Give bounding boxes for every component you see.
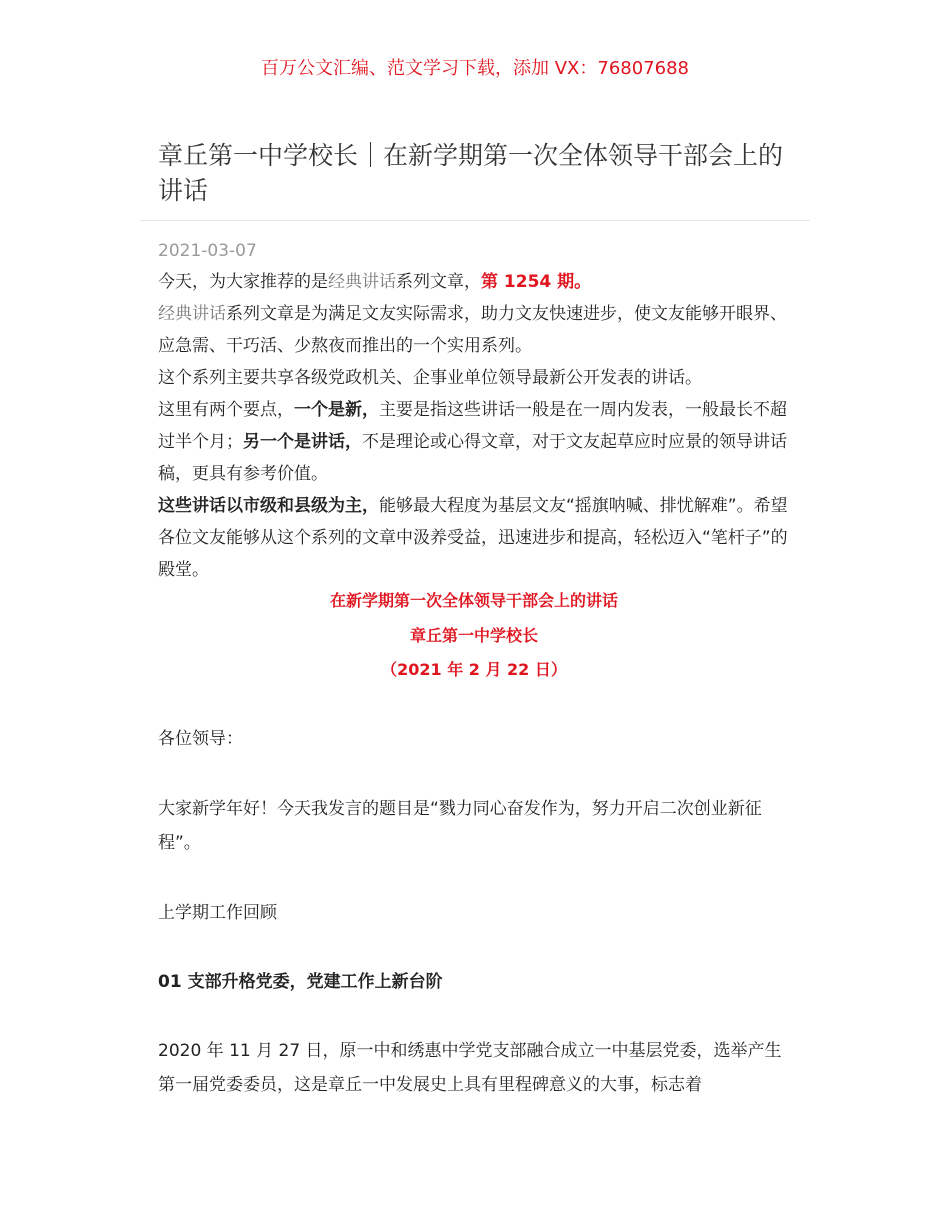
intro-emphasis: 另一个是讲话， (243, 432, 362, 452)
title-divider (140, 220, 810, 221)
intro-paragraph: 这个系列主要共享各级党政机关、企事业单位领导最新公开发表的讲话。 (158, 368, 702, 388)
intro-paragraph (158, 266, 798, 298)
speech-speaker: 章丘第一中学校长 (409, 626, 538, 645)
intro-text: 今天，为大家推荐的是 (158, 272, 328, 292)
intro-paragraph (158, 490, 798, 586)
publish-date: 2021-03-07 (158, 241, 257, 261)
intro-emphasis: 这些讲话以市级和县级为主， (158, 496, 379, 516)
intro-text: 系列文章是为满足文友实际需求，助力文友快速进步，使文友能够开眼界、应急需、干巧活、少熬夜而推出的一个实用系列。 (158, 304, 787, 356)
opening-paragraph: 大家新学年好！今天我发言的题目是“戮力同心奋发作为，努力开启二次创业新征程”。 (158, 799, 762, 853)
intro-text: 这里有两个要点， (158, 400, 294, 420)
section-label: 上学期工作回顾 (158, 903, 277, 923)
banner-ad: 百万公文汇编、范文学习下载，添加 VX：76807688 (261, 58, 689, 79)
speech-title: 在新学期第一次全体领导干部会上的讲话 (329, 591, 618, 610)
intro-paragraph (158, 298, 798, 362)
issue-number: 第 1254 期。 (481, 272, 592, 292)
intro-paragraph (158, 394, 798, 490)
intro-emphasis: 一个是新， (294, 400, 379, 420)
speech-date: （2021 年 2 月 22 日） (381, 660, 567, 679)
article-title: 章丘第一中学校长｜在新学期第一次全体领导干部会上的讲话 (158, 141, 784, 205)
intro-text: 能够最大程度为基层文友“摇旗呐喊、排忧解难”。希望各位文友能够从这个系列的文章中汲养受益，迅速进步和提高，轻松迈入“笔杆子”的殿堂。 (158, 496, 788, 580)
body-paragraph: 2020 年 11 月 27 日，原一中和绣惠中学党支部融合成立一中基层党委，选举产生第一届党委委员，这是章丘一中发展史上具有里程碑意义的大事，标志着 (158, 1041, 782, 1095)
series-link[interactable]: 经典讲话 (328, 272, 396, 292)
series-link[interactable]: 经典讲话 (158, 304, 226, 324)
intro-text: 不是理论或心得文章，对于文友起草应时应景的领导讲话稿，更具有参考价值。 (158, 432, 787, 484)
intro-section (158, 266, 798, 586)
intro-text: 系列文章， (396, 272, 481, 292)
intro-text: 主要是指这些讲话一般是在一周内发表，一般最长不超过半个月； (158, 400, 787, 452)
salutation: 各位领导： (158, 729, 243, 749)
section-heading: 01 支部升格党委，党建工作上新台阶 (158, 972, 443, 992)
